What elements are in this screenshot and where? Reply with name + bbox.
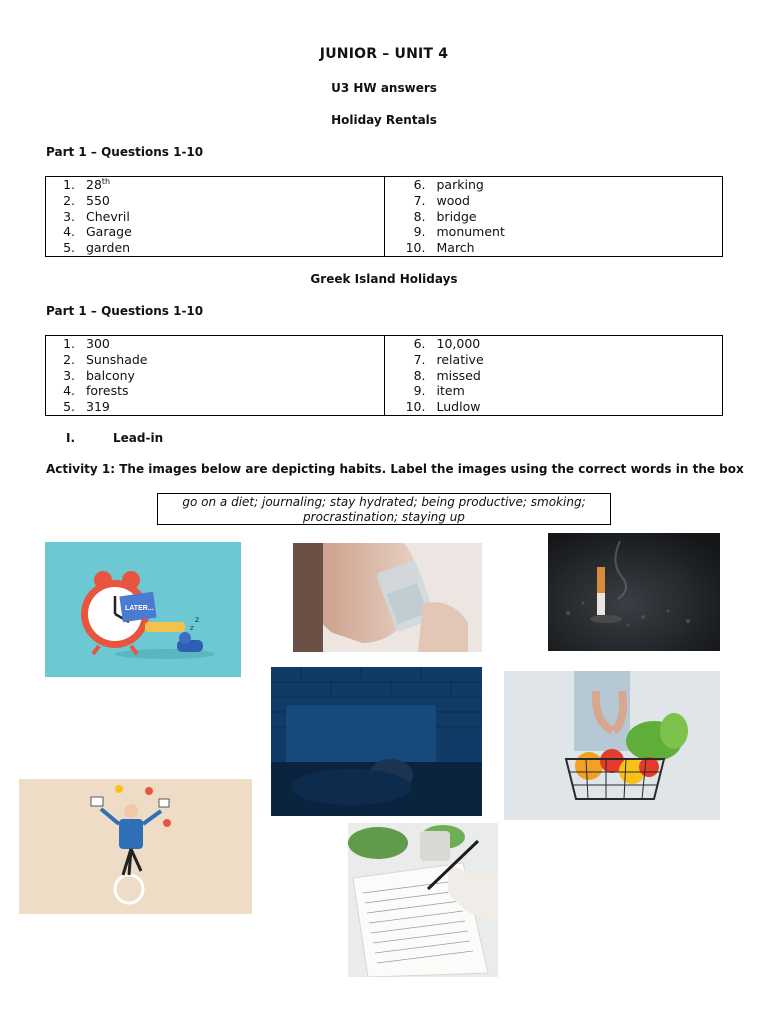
svg-text:z: z: [195, 615, 200, 624]
part-label-1: Part 1 – Questions 1-10: [46, 145, 204, 159]
answer-item: [46, 336, 384, 352]
answer-item: [385, 383, 723, 399]
answer-item: [46, 224, 384, 240]
answer-superscript: th: [101, 176, 111, 186]
answer-number: 6.: [413, 336, 426, 351]
answer-item: [385, 224, 723, 240]
procrastination-image: [45, 542, 241, 677]
staying-up-image: [271, 667, 482, 816]
answer-text: 10,000: [436, 336, 481, 351]
answer-text: Garage: [86, 224, 132, 240]
answer-item: [46, 383, 384, 399]
answer-number: 7.: [413, 192, 426, 208]
answer-text: Chevril: [86, 208, 130, 224]
page-title: JUNIOR – UNIT 4: [319, 46, 449, 62]
answer-item: [385, 177, 723, 193]
leadin-numeral: I.: [66, 431, 76, 445]
answer-number: 9.: [413, 383, 426, 399]
answer-number: 1.: [63, 336, 75, 351]
journaling-image: [348, 823, 498, 977]
part-label-2: Part 1 – Questions 1-10: [46, 304, 204, 318]
answer-text: wood: [436, 192, 470, 208]
answer-column-right: [384, 177, 723, 257]
answer-column-right: [384, 336, 723, 416]
activity-instruction: Activity 1: The images below are depicting habits. Label the images using the correct words in the box: [46, 462, 744, 476]
answer-number: 1.: [63, 177, 75, 192]
answer-text: missed: [436, 367, 481, 383]
answer-item: [385, 368, 723, 384]
answer-item: [385, 399, 723, 415]
answer-text: relative: [436, 351, 484, 367]
answer-number: 8.: [413, 367, 426, 383]
answer-text: monument: [436, 224, 505, 240]
answer-number: 4.: [63, 383, 75, 399]
answer-number: 3.: [63, 208, 75, 224]
answer-table-holiday-rentals: [45, 176, 723, 257]
answer-text: 300: [86, 336, 110, 351]
answer-item: [46, 240, 384, 256]
answer-item: [385, 193, 723, 209]
answer-number: 8.: [413, 208, 426, 224]
answer-text: parking: [436, 177, 484, 192]
answer-item: [46, 368, 384, 384]
answer-item: [385, 240, 723, 256]
answer-column-left: [46, 177, 385, 257]
answer-column-left: [46, 336, 385, 416]
answer-item: [46, 399, 384, 415]
answer-text: Sunshade: [86, 351, 148, 367]
svg-text:z: z: [190, 624, 194, 632]
answer-number: 2.: [63, 192, 75, 208]
answer-text: forests: [86, 383, 129, 399]
answer-item: [385, 336, 723, 352]
being-productive-image: [19, 779, 252, 914]
answer-text: March: [436, 240, 475, 256]
answer-number: 6.: [413, 177, 426, 192]
answer-number: 10.: [405, 240, 426, 256]
answer-table-greek-island-holidays: [45, 335, 723, 416]
answer-text: 28th: [86, 176, 111, 192]
answer-text: 319: [86, 399, 110, 415]
answer-number: 7.: [413, 351, 426, 367]
answer-number: 4.: [63, 224, 75, 240]
stay-hydrated-image: [293, 543, 482, 652]
answer-item: [385, 352, 723, 368]
clock-later-text: LATER...: [125, 605, 154, 612]
answer-number: 9.: [413, 224, 426, 240]
answer-text: item: [436, 383, 465, 399]
answer-item: [46, 177, 384, 193]
word-box: go on a diet; journaling; stay hydrated; being productive; smoking; procrastination; staying up: [157, 493, 611, 525]
section-heading-holiday-rentals: Holiday Rentals: [331, 113, 437, 127]
leadin-heading: [66, 431, 163, 445]
answer-number: 3.: [63, 367, 75, 383]
answer-number: 5.: [63, 240, 75, 256]
answer-text: bridge: [436, 208, 477, 224]
smoking-image: [548, 533, 720, 651]
answer-text: balcony: [86, 367, 135, 383]
page-subtitle: U3 HW answers: [331, 81, 437, 95]
answer-item: [385, 209, 723, 225]
section-heading-greek-island-holidays: Greek Island Holidays: [310, 272, 458, 286]
answer-number: 10.: [405, 399, 426, 415]
answer-text: 550: [86, 192, 110, 208]
answer-item: [46, 352, 384, 368]
go-on-a-diet-image: [504, 671, 720, 820]
answer-text: Ludlow: [436, 399, 481, 415]
leadin-label: Lead-in: [113, 431, 164, 445]
answer-number: 5.: [63, 399, 75, 415]
answer-item: [46, 193, 384, 209]
answer-text: garden: [86, 240, 131, 256]
answer-number: 2.: [63, 351, 75, 367]
answer-item: [46, 209, 384, 225]
